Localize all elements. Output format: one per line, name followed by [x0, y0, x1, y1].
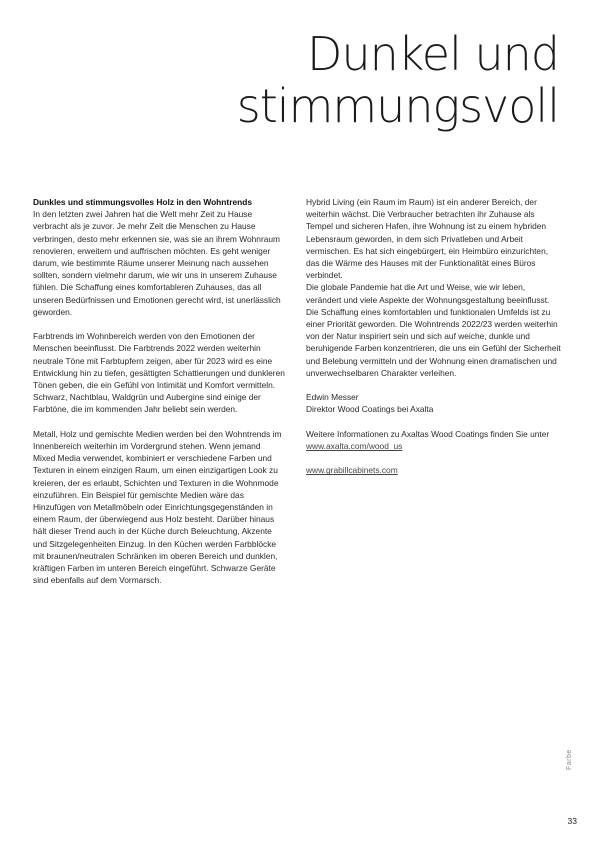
left-paragraph-3: Metall, Holz und gemischte Medien werden bei den Wohntrends im Innenbereich weiterhin im Vordergrund stehen. Wenn jemand Mixed Media verwendet, kombiniert er verschiedene Farben und Texturen in einem einzigen Raum, um einen einzigartigen Look zu kreieren, der es erlaubt, Schichten und Texturen in die Wohnmode einzuführen. Ein Beispiel für gemischte Medien wäre das Hinzufügen von Metallmöbeln oder Einrichtungsgegenständen in einem Raum, der überwiegend aus Holz besteht. Darüber hinaus hält dieser Trend auch in der Küche durch Beleuchtung, Akzente und Sitzgelegenheiten Einzug. In den Küchen werden Farbblöcke mit braunen/neutralen Schränken im oberen Bereich und dunklen, kräftigen Farben im unteren Bereich eingeführt. Schwarze Geräte sind ebenfalls auf dem Vormarsch. [33, 428, 282, 586]
author-name: Edwin Messer [306, 392, 359, 403]
link-block [306, 464, 561, 476]
page-title [237, 28, 559, 132]
axalta-link[interactable]: www.axalta.com/wood_us [306, 441, 403, 452]
grabill-link[interactable]: www.grabillcabinets.com [306, 465, 398, 476]
article-heading: Dunkles und stimmungsvolles Holz in den Wohntrends [33, 197, 253, 207]
right-column [306, 196, 561, 489]
info-text: Weitere Informationen zu Axaltas Wood Coatings finden Sie unter [306, 428, 550, 439]
info-block [306, 428, 561, 452]
title-line-2: stimmungsvoll [236, 79, 559, 133]
author-block [306, 391, 561, 415]
title-line-1: Dunkel und [307, 27, 559, 81]
page-number: 33 [567, 816, 577, 826]
left-paragraph-2: Farbtrends im Wohnbereich werden von den Emotionen der Menschen beeinflusst. Die Farbtrends 2022 werden weiterhin neutrale Töne mit Farbtupfern zeigen, aber für 2023 wird es eine Entwicklung hin zu tiefen, gesättigten Schattierungen und dunkleren Tönen geben, die ein Gefühl von Intimität und Komfort vermitteln. Schwarz, Nachtblau, Waldgrün und Aubergine sind einige der Farbtöne, die im kommenden Jahr beliebt sein werden. [33, 331, 285, 415]
section-label: Farbe [566, 749, 573, 770]
left-column [33, 196, 285, 599]
left-paragraph-1: In den letzten zwei Jahren hat die Welt mehr Zeit zu Hause verbracht als je zuvor. Je mehr Zeit die Menschen zu Hause verbringen, desto mehr erkennen sie, was sie an ihrem Wohnraum renovieren, erweitern und auffrischen möchten. Es geht weniger darum, wie bestimmte Räume unserer Meinung nach aussehen sollten, sondern vielmehr darum, wie wir uns in unserem Zuhause fühlen. Die Schaffung eines komfortableren Zuhauses, das all unseren Bedürfnissen und Emotionen gerecht wird, ist unerlässlich geworden. [33, 209, 281, 317]
author-title: Direktor Wood Coatings bei Axalta [306, 404, 434, 415]
right-paragraph-2: Die globale Pandemie hat die Art und Weise, wie wir leben, verändert und viele Aspekte der Wohnungsgestaltung beeinflusst. Die Schaffung eines komfortablen und funktionalen Umfelds ist zu einer Priorität geworden. Die Wohntrends 2022/23 werden weiterhin von der Natur inspiriert sein und sich auf weiche, dunkle und beruhigende Farben konzentrieren, die uns ein Gefühl der Sicherheit und Belebung vermitteln und der Wohnung einen dramatischen und unverwechselbaren Charakter verleihen. [306, 282, 561, 378]
right-paragraph-1: Hybrid Living (ein Raum im Raum) ist ein anderer Bereich, der weiterhin wächst. Die Verbraucher betrachten ihr Zuhause als Tempel und sicheren Hafen, ihre Wohnung ist zu einem hybriden Lebensraum geworden, in dem sich Privatleben und Arbeit vermischen. Es hat sich eingebürgert, ein Heimbüro einzurichten, das die Wärme des Hauses mit der Funktionalität eines Büros verbindet. [306, 197, 549, 281]
